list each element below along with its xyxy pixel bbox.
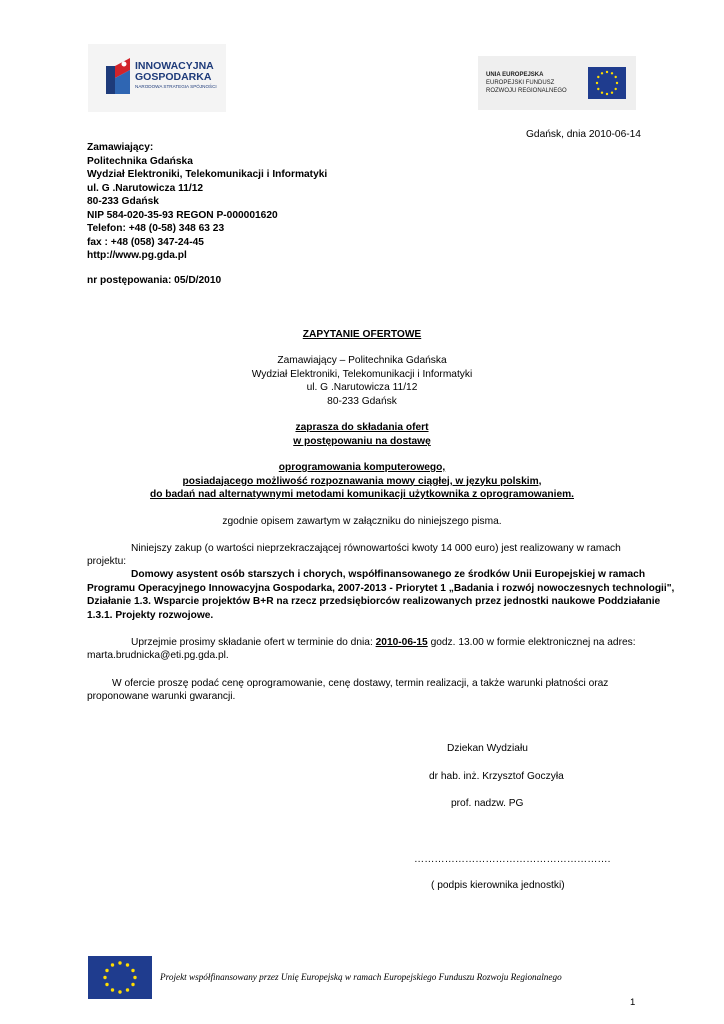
document-title: ZAPYTANIE OFERTOWE xyxy=(302,329,422,340)
footer-eu-flag-icon xyxy=(88,956,152,1002)
address-block xyxy=(0,354,724,408)
address-line: Zamawiający – Politechnika Gdańska xyxy=(277,355,447,366)
per-description: zgodnie opisem zawartym w załączniku do niniejszego pisma. xyxy=(222,516,502,527)
buyer-street: ul. G .Narutowicza 11/12 xyxy=(87,182,204,194)
eu-flag-icon xyxy=(588,67,626,99)
footer-text: Projekt współfinansowany przez Unię Europejską w ramach Europejskiego Funduszu Rozwoju Regionalnego xyxy=(160,972,562,982)
signature-title: prof. nadzw. PG xyxy=(451,798,524,809)
buyer-label: Zamawiający: xyxy=(87,142,154,153)
project-intro-cont: projektu: xyxy=(87,556,127,567)
order-subject xyxy=(0,461,724,502)
eu-fund-logo xyxy=(478,56,636,110)
project-line: Działanie 1.3. Wsparcie projektów B+R na rzecz przedsiębiorców realizowanych przez jednostki naukowe Poddziałanie xyxy=(87,596,661,607)
invitation-line: zaprasza do składania ofert xyxy=(295,422,429,433)
offer-info-cont: proponowane warunki gwarancji. xyxy=(87,691,236,702)
page-number: 1 xyxy=(630,997,636,1008)
project-line: Programu Operacyjnego Innowacyjna Gospodarka, 2007-2013 - Priorytet 1 „Badania i rozwój nowoczesnych technologii", xyxy=(87,583,675,594)
innowacyjna-gospodarka-logo xyxy=(88,44,226,112)
subject-line: do badań nad alternatywnymi metodami komunikacji użytkownika z oprogramowaniem. xyxy=(150,489,574,500)
ig-emblem-icon xyxy=(104,56,132,98)
deadline-text: Uprzejmie prosimy składanie ofert w terminie do dnia: xyxy=(131,637,376,648)
subject-line: oprogramowania komputerowego, xyxy=(278,462,446,473)
ig-logo-line1: INNOWACYJNA xyxy=(135,60,214,72)
signature-name: dr hab. inż. Krzysztof Goczyła xyxy=(429,771,564,782)
project-intro: Niniejszy zakup (o wartości nieprzekraczającej równowartości kwoty 14 000 euro) jest realizowany w ramach xyxy=(131,543,621,554)
subject-line: posiadającego możliwość rozpoznawania mowy ciągłej, w języku polskim, xyxy=(182,475,542,487)
signature-caption: ( podpis kierownika jednostki) xyxy=(431,880,565,891)
buyer-faculty: Wydział Elektroniki, Telekomunikacji i Informatyki xyxy=(87,169,328,180)
buyer-name: Politechnika Gdańska xyxy=(87,155,193,167)
address-line: Wydział Elektroniki, Telekomunikacji i Informatyki xyxy=(251,368,473,380)
signature-dots: …………………………………………………. xyxy=(414,854,611,865)
eu-logo-line3: ROZWOJU REGIONALNEGO xyxy=(486,88,567,94)
offer-info: W ofercie proszę podać cenę oprogramowanie, cenę dostawy, termin realizacji, a także warunki płatności oraz xyxy=(112,678,609,689)
address-line: ul. G .Narutowicza 11/12 xyxy=(306,382,418,393)
address-line: 80-233 Gdańsk xyxy=(327,395,397,407)
invitation xyxy=(0,421,724,448)
ig-logo-title xyxy=(135,61,214,83)
deadline-date: 2010-06-15 xyxy=(375,637,428,648)
buyer-fax: fax : +48 (058) 347-24-45 xyxy=(87,236,204,248)
case-number: nr postępowania: 05/D/2010 xyxy=(87,275,222,286)
project-line: Domowy asystent osób starszych i chorych, współfinansowanego ze środków Unii Europejskiej w ramach xyxy=(131,569,646,580)
buyer-city: 80-233 Gdańsk xyxy=(87,196,159,207)
eu-logo-line1: UNIA EUROPEJSKA xyxy=(486,72,544,78)
signature-role: Dziekan Wydziału xyxy=(447,743,528,754)
invitation-line: w postępowaniu na dostawę xyxy=(293,435,431,447)
contact-email: marta.brudnicka@eti.pg.gda.pl. xyxy=(87,650,229,661)
ig-logo-line2: GOSPODARKA xyxy=(135,71,212,83)
buyer-phone: Telefon: +48 (0-58) 348 63 23 xyxy=(87,223,225,234)
buyer-block xyxy=(87,141,327,263)
ig-logo-subtitle: NARODOWA STRATEGIA SPÓJNOŚCI xyxy=(135,84,217,89)
buyer-ids: NIP 584-020-35-93 REGON P-000001620 xyxy=(87,209,278,221)
document-date: Gdańsk, dnia 2010-06-14 xyxy=(526,129,641,140)
deadline-paragraph xyxy=(131,636,636,650)
deadline-text-after: godz. 13.00 w formie elektronicznej na adres: xyxy=(427,637,636,648)
eu-logo-text xyxy=(486,71,567,95)
project-line: 1.3.1. Projekty rozwojowe. xyxy=(87,610,214,621)
buyer-www: http://www.pg.gda.pl xyxy=(87,250,187,261)
eu-logo-line2: EUROPEJSKI FUNDUSZ xyxy=(486,80,555,86)
